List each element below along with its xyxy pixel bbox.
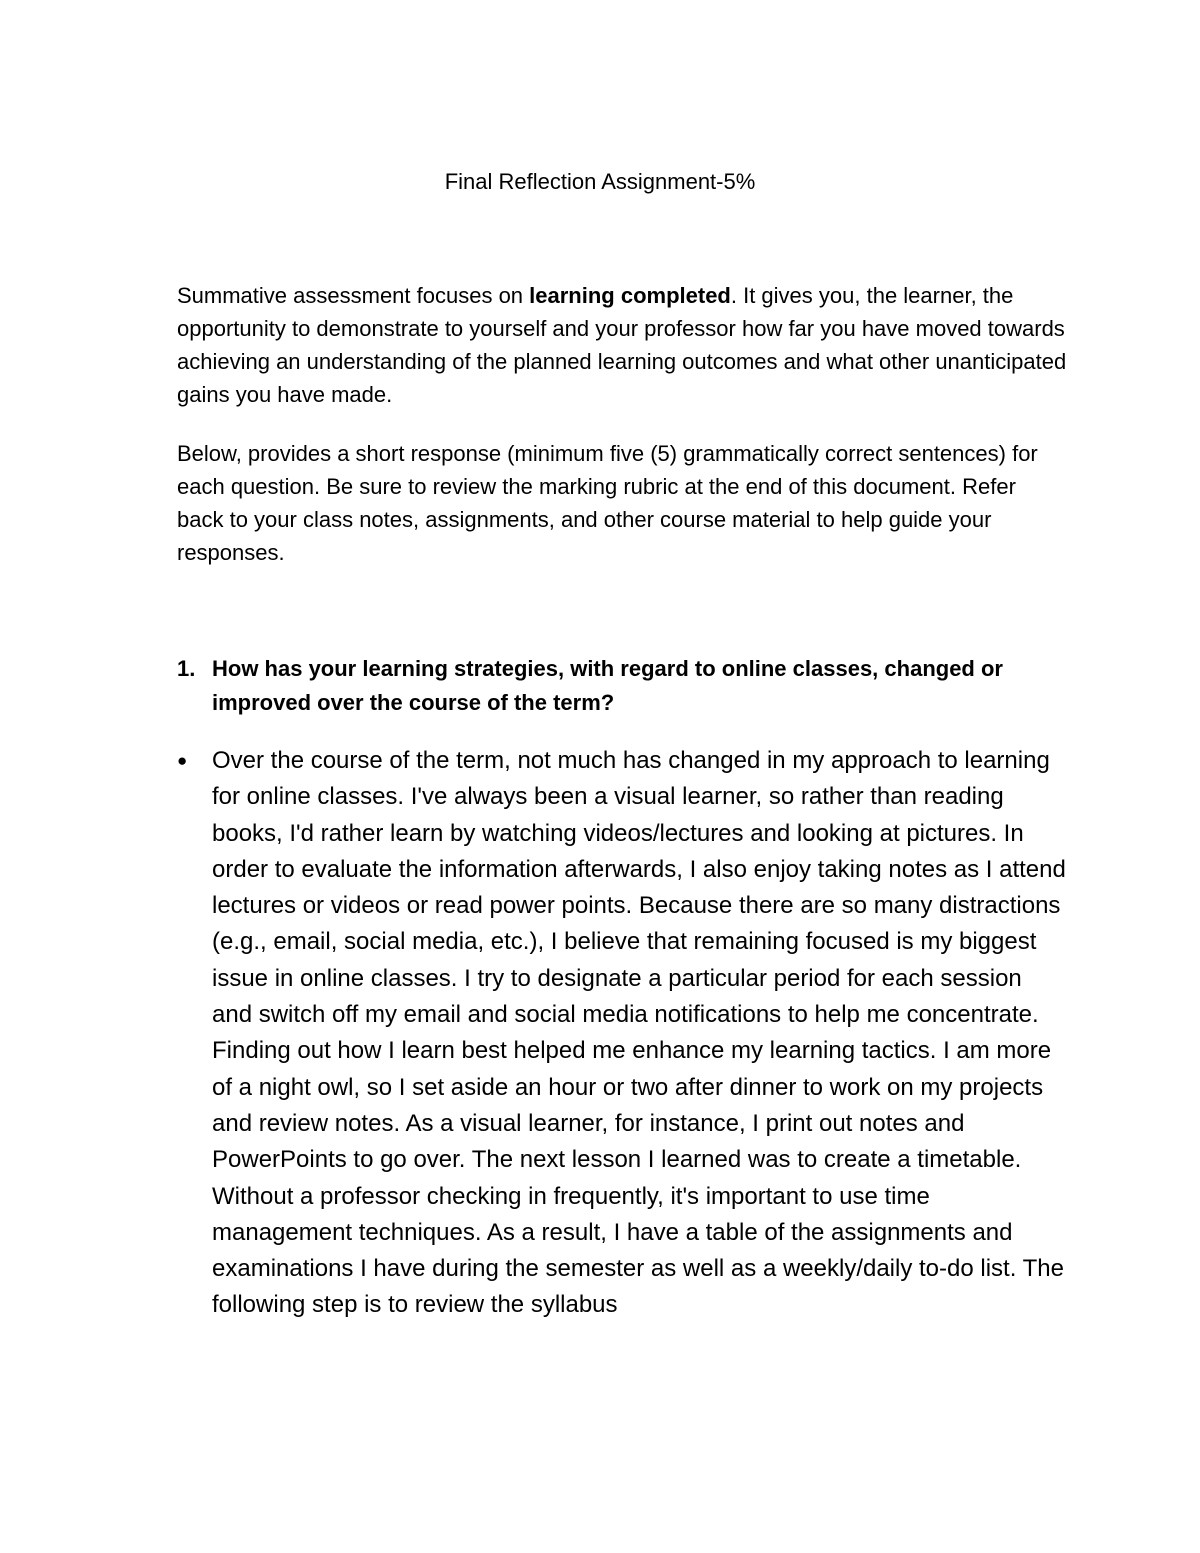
intro-bold-phrase: learning completed: [529, 283, 731, 308]
question-number: 1.: [177, 656, 196, 681]
document-title: Final Reflection Assignment-5%: [444, 169, 756, 194]
bullet-icon: ●: [177, 751, 188, 770]
intro-text-end: . It gives you, the learner, the opportunity to demonstrate to yourself and your professor how far you have moved towards achieving an understanding of the planned learning outcomes and what other unanticipated gains you have made.: [177, 283, 1067, 407]
question-text: How has your learning strategies, with regard to online classes, changed or improved over the course of the term?: [212, 656, 1003, 715]
intro-paragraph: [177, 279, 1067, 411]
question-1: [177, 652, 1067, 720]
instructions-paragraph: Below, provides a short response (minimum five (5) grammatically correct sentences) for each question. Be sure to review the marking rubric at the end of this document. Refer back to your class notes, assignments, and other course material to help guide your responses.: [177, 441, 1038, 565]
intro-text-start: Summative assessment focuses on: [177, 283, 530, 308]
answer-text: Over the course of the term, not much has changed in my approach to learning for online classes. I've always been a visual learner, so rather than reading books, I'd rather learn by watching videos/lectures and looking at pictures. In order to evaluate the information afterwards, I also enjoy taking notes as I attend lectures or videos or read power points. Because there are so many distractions (e.g., email, social media, etc.), I believe that remaining focused is my biggest issue in online classes. I try to designate a particular period for each session and switch off my email and social media notifications to help me concentrate. Finding out how I learn best helped me enhance my learning tactics. I am more of a night owl, so I set aside an hour or two after dinner to work on my projects and review notes. As a visual learner, for instance, I print out notes and PowerPoints to go over. The next lesson I learned was to create a timetable. Without a professor checking in frequently, it's important to use time management techniques. As a result, I have a table of the assignments and examinations I have during the semester as well as a weekly/daily to-do list. The following step is to review the syllabus: [212, 747, 1066, 1319]
answer-1: [177, 743, 1067, 1324]
